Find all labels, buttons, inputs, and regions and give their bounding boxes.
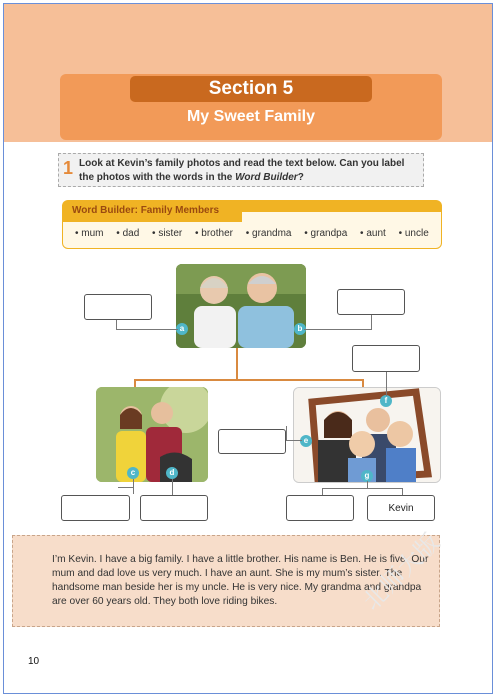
label-box-f[interactable] <box>352 345 420 372</box>
grandparents-image <box>176 264 306 348</box>
family-frame-image <box>294 388 440 482</box>
connector-line <box>367 481 368 489</box>
label-marker-c: c <box>127 467 139 479</box>
watermark: 北师大版 <box>357 527 446 616</box>
connector-line <box>322 488 323 495</box>
section-title: Section 5 <box>130 76 372 102</box>
label-marker-e: e <box>300 435 312 447</box>
connector-line <box>322 488 402 489</box>
label-marker-d: d <box>166 467 178 479</box>
grandparents-photo <box>176 264 306 348</box>
label-marker-b: b <box>294 323 306 335</box>
word-list <box>75 228 439 239</box>
connector-line <box>304 329 372 330</box>
task-number: 1 <box>63 158 74 178</box>
word-item: • uncle <box>398 228 429 239</box>
word-item: • grandma <box>245 228 292 239</box>
label-box-c[interactable] <box>61 495 130 521</box>
connector-line <box>116 329 178 330</box>
connector-line <box>118 487 134 488</box>
connector-line <box>286 426 287 441</box>
connector-line <box>371 315 372 330</box>
kevin-label: Kevin <box>388 503 414 514</box>
word-builder-title: Word Builder: Family Members <box>62 200 242 222</box>
task-text: Look at Kevin’s family photos and read the text below. Can you label the photos with the words in the Word Builder? <box>79 158 405 183</box>
word-item: • aunt <box>360 228 386 239</box>
parents-photo <box>96 387 208 482</box>
word-item: • grandpa <box>304 228 348 239</box>
tree-connector <box>236 348 238 380</box>
label-box-g[interactable] <box>286 495 354 521</box>
parents-image <box>96 387 208 482</box>
reading-passage: I’m Kevin. I have a big family. I have a little brother. His name is Ben. He is five. Our mum and dad love us very much. I have an aunt. She is my mum’s sister. The handsome man beside her is my uncle. He is very nice. My grandma and grandpa are over 60 years old. They both love riding bikes. <box>52 554 429 607</box>
word-item: • mum <box>75 228 104 239</box>
task-instruction <box>58 153 424 187</box>
label-box-d[interactable] <box>140 495 208 521</box>
label-marker-g: g <box>361 470 373 482</box>
section-header <box>60 74 442 140</box>
family-frame-photo <box>293 387 441 483</box>
label-box-a[interactable] <box>84 294 152 320</box>
connector-line <box>172 479 173 495</box>
textbook-page <box>3 3 493 694</box>
word-builder-bar <box>235 200 442 212</box>
page-number: 10 <box>28 656 40 667</box>
label-box-e[interactable] <box>218 429 286 454</box>
label-box-b[interactable] <box>337 289 405 315</box>
word-builder-box <box>62 201 442 249</box>
word-item: • sister <box>152 228 183 239</box>
connector-line <box>386 372 387 396</box>
label-marker-f: f <box>380 395 392 407</box>
word-builder-reference: Word Builder <box>235 172 298 183</box>
connector-line <box>286 440 302 441</box>
tree-connector <box>134 379 364 381</box>
connector-line <box>402 488 403 495</box>
label-marker-a: a <box>176 323 188 335</box>
word-item: • dad <box>116 228 140 239</box>
label-box-kevin <box>367 495 435 521</box>
word-item: • brother <box>195 228 233 239</box>
section-subtitle: My Sweet Family <box>186 108 316 125</box>
